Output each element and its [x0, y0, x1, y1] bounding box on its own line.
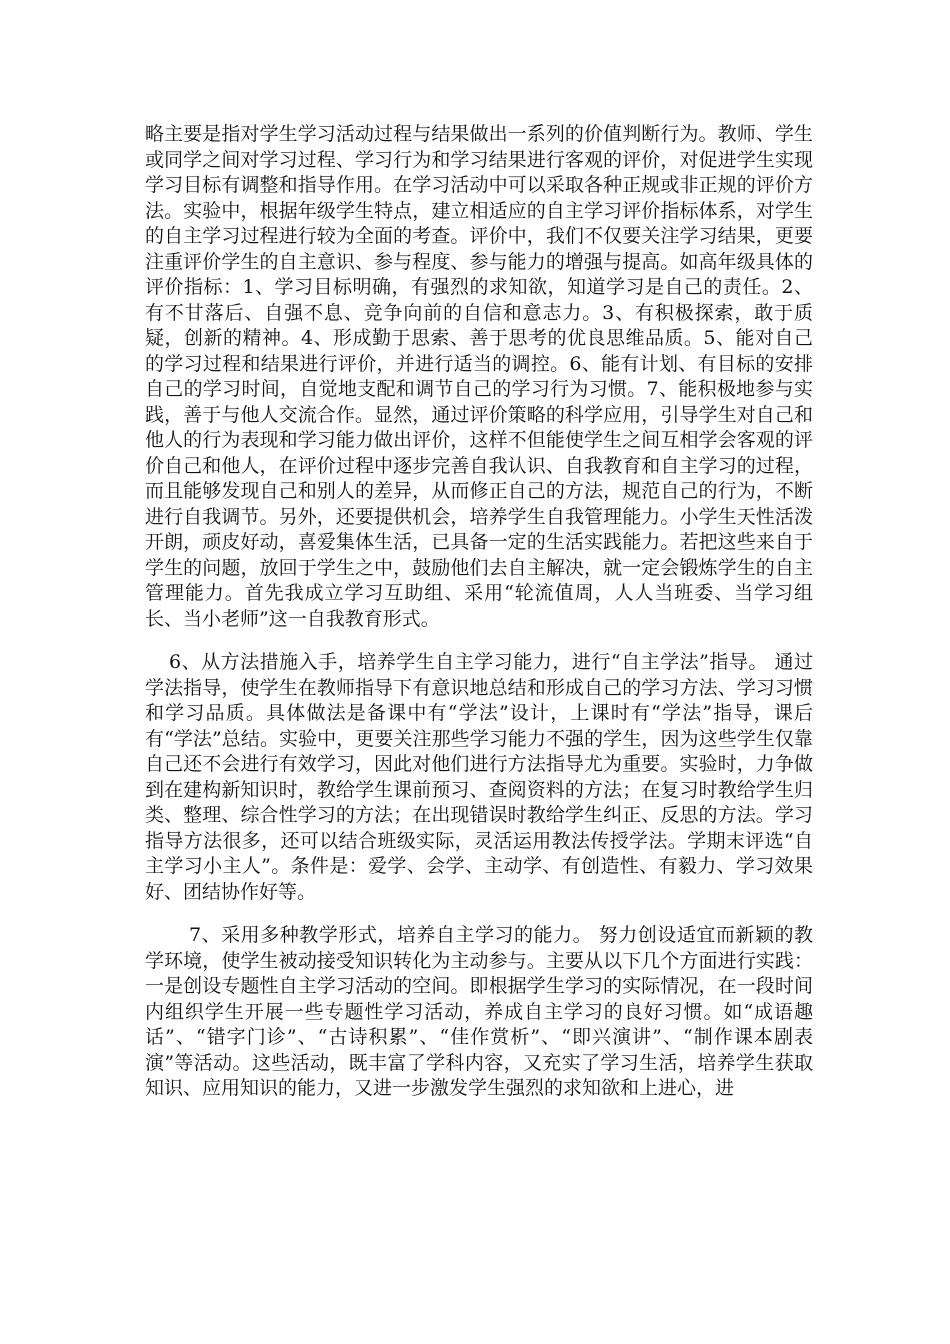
- paragraph-section-6: 6、从方法措施入手，培养学生自主学习能力，进行“自主学法”指导。 通过学法指导，使学生在教师指导下有意识地总结和形成自己的学习方法、学习习惯和学习品质。具体做法是备课中有“学法”设计，上课时有“学法”指导，课后有“学法”总结。实验中，更要关注那些学习能力不强的学生，因为这些学生仅靠自己还不会进行有效学习，因此对他们进行方法指导尤为重要。实验时，力争做到在建构新知识时，教给学生课前预习、查阅资料的方法；在复习时教给学生归类、整理、综合性学习的方法；在出现错误时教给学生纠正、反思的方法。学习指导方法很多，还可以结合班级实际，灵活运用教法传授学法。学期末评选“自主学习小主人”。条件是：爱学、会学、主动学、有创造性、有毅力、学习效果好、团结协作好等。: [145, 651, 813, 903]
- document-body: [145, 122, 813, 1102]
- paragraph-section-7: 7、采用多种教学形式，培养自主学习的能力。 努力创设适宜而新颖的教学环境，使学生被动接受知识转化为主动参与。主要从以下几个方面进行实践：一是创设专题性自主学习活动的空间。即根据学生学习的实际情况，在一段时间内组织学生开展一些专题性学习活动，养成自主学习的良好习惯。如“成语趣话”、“错字门诊”、“古诗积累”、“佳作赏析”、“即兴演讲”、“制作课本剧表演”等活动。这些活动，既丰富了学科内容，又充实了学习生活，培养学生获取知识、应用知识的能力，又进一步激发学生强烈的求知欲和上进心，进: [145, 924, 813, 1099]
- paragraph-evaluation: 略主要是指对学生学习活动过程与结果做出一系列的价值判断行为。教师、学生或同学之间对学习过程、学习行为和学习结果进行客观的评价，对促进学生实现学习目标有调整和指导作用。在学习活动中可以采取各种正规或非正规的评价方法。实验中，根据年级学生特点，建立相适应的自主学习评价指标体系，对学生的自主学习过程进行较为全面的考查。评价中，我们不仅要关注学习结果，更要注重评价学生的自主意识、参与程度、参与能力的增强与提高。如高年级具体的评价指标：1、学习目标明确，有强烈的求知欲，知道学习是自己的责任。2、有不甘落后、自强不息、竞争向前的自信和意志力。3、有积极探索，敢于质疑，创新的精神。4、形成勤于思索、善于思考的优良思维品质。5、能对自己的学习过程和结果进行评价，并进行适当的调控。6、能有计划、有目标的安排自己的学习时间，自觉地支配和调节自己的学习行为习惯。7、能积极地参与实践，善于与他人交流合作。显然，通过评价策略的科学应用，引导学生对自己和他人的行为表现和学习能力做出评价，这样不但能使学生之间互相学会客观的评价自己和他人，在评价过程中逐步完善自我认识、自我教育和自主学习的过程，而且能够发现自己和别人的差异，从而修正自己的方法，规范自己的行为，不断进行自我调节。另外，还要提供机会，培养学生自我管理能力。小学生天性活泼开朗，顽皮好动，喜爱集体生活，已具备一定的生活实践能力。若把这些来自于学生的问题，放回于学生之中，鼓励他们去自主解决，就一定会锻炼学生的自主管理能力。首先我成立学习互助组、采用“轮流值周，人人当班委、当学习组长、当小老师”这一自我教育形式。: [145, 123, 813, 630]
